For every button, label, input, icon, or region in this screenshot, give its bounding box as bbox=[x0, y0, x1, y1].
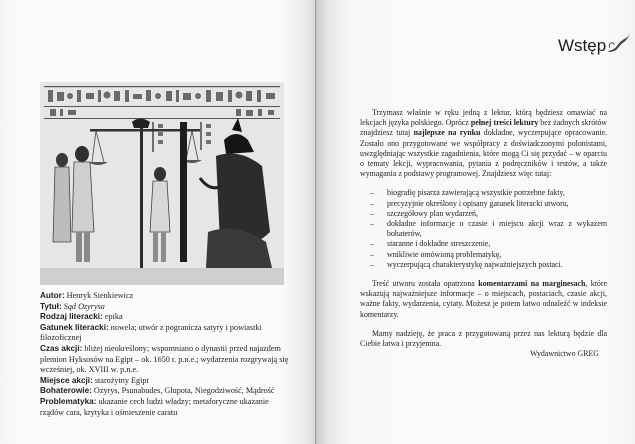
list-item: – szczegółowy plan wydarzeń, bbox=[370, 208, 478, 218]
list-item: – dokładne informacje o czasie i miejscu akcji wraz z wykazem bohaterów, bbox=[370, 219, 607, 239]
list-item: – wyczerpującą charakterystykę najważniejszych postaci. bbox=[370, 259, 563, 269]
meta-title: Tytuł: Sąd Ozyrysa bbox=[40, 301, 105, 311]
quill-flourish-icon bbox=[606, 32, 632, 54]
meta-place: Miejsce akcji: starożytny Egipt bbox=[40, 375, 149, 385]
meta-author: Autor: Henryk Sienkiewicz bbox=[40, 291, 134, 300]
comments-paragraph: Treść utworu została opatrzona komentarzami na marginesach, które wskazują najważniejsze informacje – o miejscach, postaciach, czasie akcji, ważne fakty, wydarzenia, cytaty. Możesz je potem łatwo odnaleźć w indeksie komentarzy. bbox=[360, 279, 607, 319]
illustration-svg bbox=[40, 82, 284, 285]
intro-paragraph: Trzymasz właśnie w ręku jedną z lektur, którą będziesz omawiać na lekcjach języka polskiego. Oprócz pełnej treści lektury bez żadnych skrótów znajdziesz tutaj najlepsze na rynku dokładne, wyczerpujące opracowanie. Zostało ono przygotowane we współpracy z doświadczonymi polonistami, uwzględniając wszystkie zagadnienia, które mogą Ci się przydać – w oparciu o tematy lekcji, wypracowania, pytania z podręczników i testów, a także wymagania z podstawy programowej. Znajdziesz więc tutaj: bbox=[360, 108, 608, 179]
book-metadata bbox=[40, 291, 290, 418]
introduction-text bbox=[360, 108, 607, 359]
list-item: – biografię pisarza zawierającą wszystkie potrzebne fakty, bbox=[370, 188, 565, 198]
list-item: – staranne i dokładne streszczenie, bbox=[370, 239, 491, 249]
left-page bbox=[0, 0, 317, 444]
closing-paragraph: Mamy nadzieję, że praca z przygotowaną przez nas lekturą będzie dla Ciebie łatwa i przyjemna. bbox=[360, 328, 607, 349]
meta-time: Czas akcji: bliżej nieokreślony; wspomniano o dynastii przed najazdem plemion Hyksosów na Egipt – ok. 1650 r. p.n.e.; wydarzenia rozgrywają się wcześniej, ok. XVIII w. p.n.e. bbox=[40, 343, 289, 375]
meta-literary-kind: Rodzaj literacki: epika bbox=[40, 312, 123, 322]
list-item: – wnikliwie omówioną problematykę, bbox=[370, 249, 502, 259]
meta-genre: Gatunek literacki: nowela; utwór z pogranicza satyry i powiastki filozoficznej bbox=[40, 322, 262, 343]
dark-pillar bbox=[180, 122, 187, 262]
page-heading: Wstęp bbox=[558, 36, 607, 55]
egyptian-judgment-scene-illustration bbox=[40, 82, 284, 285]
contents-list bbox=[360, 188, 607, 270]
list-item: – precyzyjnie określony i opisany gatunek literacki utworu, bbox=[370, 198, 569, 208]
publisher-signature: Wydawnictwo GREG bbox=[530, 349, 599, 359]
meta-characters: Bohaterowie: Ozyrys, Psunabudes, Głupota, Niegodziwość, Mądrość bbox=[40, 386, 275, 396]
meta-problems: Problematyka: ukazanie cech ludzi władzy; metaforyczne ukazanie rządów cara, krytyka i ośmieszenie caratu bbox=[40, 396, 269, 417]
